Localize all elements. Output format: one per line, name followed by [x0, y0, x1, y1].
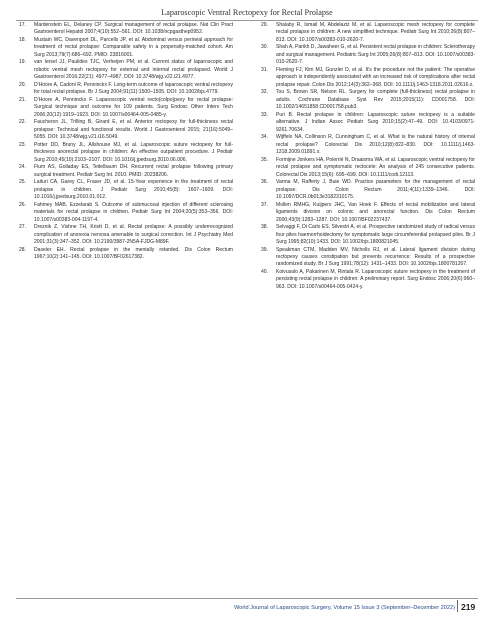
reference-text: Fahmey MAB, Ezzelarab S. Outcome of submucosal injection of different sclerosing materials for rectal prolapse in children. Pediatr Surg Int 2004;20(5):353–356. DOI: 10.1007/s00383-004-1197-4. [34, 201, 233, 223]
reference-entry [19, 37, 233, 59]
running-header: Laparoscopic Ventral Rectopexy for Rectal Prolapse [161, 8, 333, 17]
reference-entry [261, 202, 475, 224]
header-rule [16, 20, 478, 21]
reference-text: Dreznik Z, Vishne TH, Kristt D, et al. Rectal prolapse: A possibly underrecognized complication of anorexia nervosa amenable to surgical correction. Int J Psychiatry Med 2001;31(3):347–352. DOI: 10.2190/3987-2N5A-FJDG-M89F. [34, 224, 233, 246]
reference-entry [19, 59, 233, 81]
reference-number: 29. [261, 22, 269, 28]
reference-column-left [19, 22, 233, 262]
reference-number: 19. [19, 59, 27, 66]
reference-text: Selvaggi F, Di Carlo ES, Silvestri A, et al. Prospective randomized study of radical versus four piles haemorrhoidectomy for symptomatic large circumferential prolapsed piles. Br J Surg 1995;82(10):1433. DOI: 10.1002/bjs.1800821045. [276, 224, 475, 245]
reference-text: Varma M, Rafferty J, Buie WD. Practice parameters for the management of rectal prolapse. Dis Colon Rectum 2011;4(11):1339–1346. DOI: 10.1097/DCR.0b013e3182310175. [276, 179, 475, 201]
reference-number: 24. [19, 164, 27, 171]
page-number: 219 [461, 602, 476, 612]
reference-entry [19, 247, 233, 262]
reference-entry [19, 142, 233, 164]
reference-text: Formijne Jonkers HA, Poierrié N, Draaisma WA, et al. Laparoscopic ventral rectopexy for rectal prolapse and symptomatic rectocele: An analysis of 245 consecutive patients. Colorectal Dis 2013;15(6): 695–699. DOI: 10.1111/codi.12113. [276, 156, 475, 178]
reference-entry [19, 202, 233, 224]
reference-entry [19, 224, 233, 246]
reference-number: 33. [261, 111, 269, 118]
reference-number: 30. [261, 44, 269, 51]
journal-footer: World Journal of Laparoscopic Surgery, Volume 15 Issue 3 (September–December 2022) [234, 605, 455, 611]
reference-entry [261, 269, 475, 291]
reference-text: Fleming FJ, Kim MJ, Gunzler D, et al. It's the procedure not the patient: The operative approach is independently associated with an increased risk of complications after rectal prolapse repair. Colon Dis 2012;14(3):362–368. DOI: 10.1111/j.1463-1318.2011.02616.x. [276, 66, 475, 88]
reference-text: Tou S, Brown SR, Nelson RL. Surgery for complete (full-thickness) rectal prolapse in adults. Cochrane Database Syst Rev 2015;2015(11): CD001758. DOI: 10.1002/14651858.CD001758.pub3. [276, 89, 475, 111]
reference-number: 32. [261, 89, 269, 96]
reference-entry [261, 112, 475, 134]
reference-text: Mustain WC, Davenport DL, Parcells JP, et al. Abdominal versus perineal approach for treatment of rectal prolapse: Comparable safety in a propensity-matched cohort. Am Surg 2013;79(7):686–692. PMID: 23816001. [34, 37, 233, 58]
reference-entry [19, 164, 233, 179]
reference-number: 31. [261, 66, 269, 73]
reference-text: D'Hoore A, Cadoni R, Penninckx F. Long-term outcome of laparoscopic ventral rectopexy for total rectal prolapse. Br J Surg 2004;91(11):1500–1505. DOI: 10.1002/bjs.4779. [34, 81, 233, 96]
reference-number: 38. [261, 224, 269, 231]
reference-number: 20. [19, 81, 27, 88]
reference-entry [261, 157, 475, 179]
reference-number: 36. [261, 179, 269, 186]
reference-entry [19, 179, 233, 201]
reference-column-right [261, 22, 475, 291]
reference-text: Potter DD, Bruny JL, Allshouse MJ, et al. Laparoscopic suture rectopexy for full-thickness anorectal prolapse in children: An effective outpatient procedure. J Pediatr Surg 2010;45(10):2103–2107. DOI: 10.1016/j.jpedsurg.2010.06.006. [34, 141, 233, 163]
reference-number: 28. [19, 246, 27, 253]
reference-number: 23. [19, 141, 27, 148]
reference-entry [261, 247, 475, 269]
reference-text: Mardenstein EL, Delaney CP. Surgical management of rectal prolapse. Nat Clin Pract Gastroenterol Hepatol 2007;4(10):552–561. DOI: 10.1038/ncpgasthep0952. [34, 22, 233, 36]
reference-number: 40. [261, 268, 269, 275]
reference-text: Shalaby R, Ismail M, Abdelaziz M, et al. Laparoscopic mesh rectopexy for complete rectal prolapse in children: A new simplified technique. Pediatr Surg Int 2010;26(8):807–813. DOI: 10.1007/s00383-010-2620-7. [276, 22, 475, 43]
reference-text: Flum AS, Golladay ES, Teitelbaum DH. Recurrent rectal prolapse following primary surgical treatment. Pediatr Surg Int. 2010. PMID: 20238206. [34, 164, 233, 178]
reference-number: 17. [19, 22, 27, 28]
reference-entry [19, 82, 233, 97]
footer-divider [457, 600, 458, 612]
reference-text: Speakman CTM, Madden MV, Nicholls RJ, et al. Lateral ligament division during rectopexy causes constipation but prevents recurrence: Results of a prospective randomized study. Br J Surg 1991;78(12): 1431–1433. DOI: 10.1002/bjs.1800781207. [276, 246, 475, 268]
reference-entry [261, 224, 475, 246]
reference-text: D'Hoore A, Penninckx F. Laparoscopic ventral recto(colpo)pexy for rectal prolapse: Surgical technique and outcome for 109 patients. Surg Endosc Other Interv Tech 2006;20(12):1919–1923. DOI: 10.1007/s00464-005-0485-y. [34, 96, 233, 118]
reference-number: 22. [19, 119, 27, 126]
reference-entry [19, 119, 233, 141]
reference-text: Faucheron JL, Trilling B, Girard E, et al. Anterior rectopexy for full-thickness rectal prolapse: Technical and functional results. World J Gastroenterol 2015; 21(16):5049–5055. DOI: 10.3748/wjg.v21.i16.5049. [34, 119, 233, 141]
reference-text: Daseler EH. Rectal prolapse in the mentally retarded. Dis Colon Rectum 1967;10(2):141–145. DOI: 10.1007/BF02617382. [34, 246, 233, 261]
reference-number: 25. [19, 179, 27, 186]
reference-text: Laituri CA, Garey CL, Fraser JD, et al. 15-Year experience in the treatment of rectal prolapse in children. J Pediatr Surg 2010;45(8): 1607–1609. DOI: 10.1016/j.jpedsurg.2010.01.012. [34, 179, 233, 201]
reference-number: 21. [19, 96, 27, 103]
reference-entry [19, 22, 233, 37]
reference-number: 27. [19, 224, 27, 231]
reference-number: 34. [261, 134, 269, 141]
reference-entry [19, 97, 233, 119]
reference-number: 35. [261, 156, 269, 163]
reference-text: Wijffels NA, Collinson R, Cunningham C, et al. What is the natural history of internal rectal prolapse? Colorectal Dis 2010;12(8):822–830. DOI: 10.1111/j.1463-1318.2009.01891.x. [276, 134, 475, 156]
reference-text: Puri B. Rectal prolapse in children: Laparoscopic suture rectopexy is a suitable alternative. J Indian Assoc Pediatr Surg 2010;15(2):47–49. DOI: 10.4103/0971-9261.70634. [276, 111, 475, 133]
reference-entry [261, 179, 475, 201]
reference-number: 37. [261, 201, 269, 208]
reference-entry [261, 22, 475, 44]
reference-text: Mollen RMHG, Kuijpers JHC, Van Hoek F. Effects of rectal mobilization and lateral ligaments division on colonic and anorectal function. Dis Colon Rectum 2000;43(9):1283–1287. DOI: 10.1007/BF02237437. [276, 201, 475, 223]
reference-number: 18. [19, 37, 27, 43]
reference-entry [261, 44, 475, 66]
reference-number: 26. [19, 201, 27, 208]
reference-text: van Iersel JJ, Paulides TJC, Verheijen PM, et al. Current status of laparoscopic and robotic ventral mesh rectopexy for external and internal rectal prolapsed. World J Gastroenterol 2016;22(21): 4977–4987. DOI: 10.3748/wjg.v22.i21.4977. [34, 59, 233, 81]
reference-number: 39. [261, 246, 269, 253]
footer-rule [16, 598, 478, 599]
reference-entry [261, 67, 475, 89]
reference-entry [261, 134, 475, 156]
reference-entry [261, 89, 475, 111]
reference-text: Koivusalo A, Pakarinen M, Rintala R. Laparoscopic suture rectopexy in the treatment of persisting rectal prolapse in children: A preliminary report. Surg Endosc 2006;20(6):960–963. DOI: 10.1007/s00464-005-0424-y. [276, 268, 475, 290]
reference-text: Shah A, Parikh D, Jawaheer G, et al. Persistent rectal prolapse in children: Sclerotherapy and surgical management. Pediatric Surg Int 2005;26(8):807–813. DOI: 10.1007/s00383-010-2620-7. [276, 44, 475, 66]
